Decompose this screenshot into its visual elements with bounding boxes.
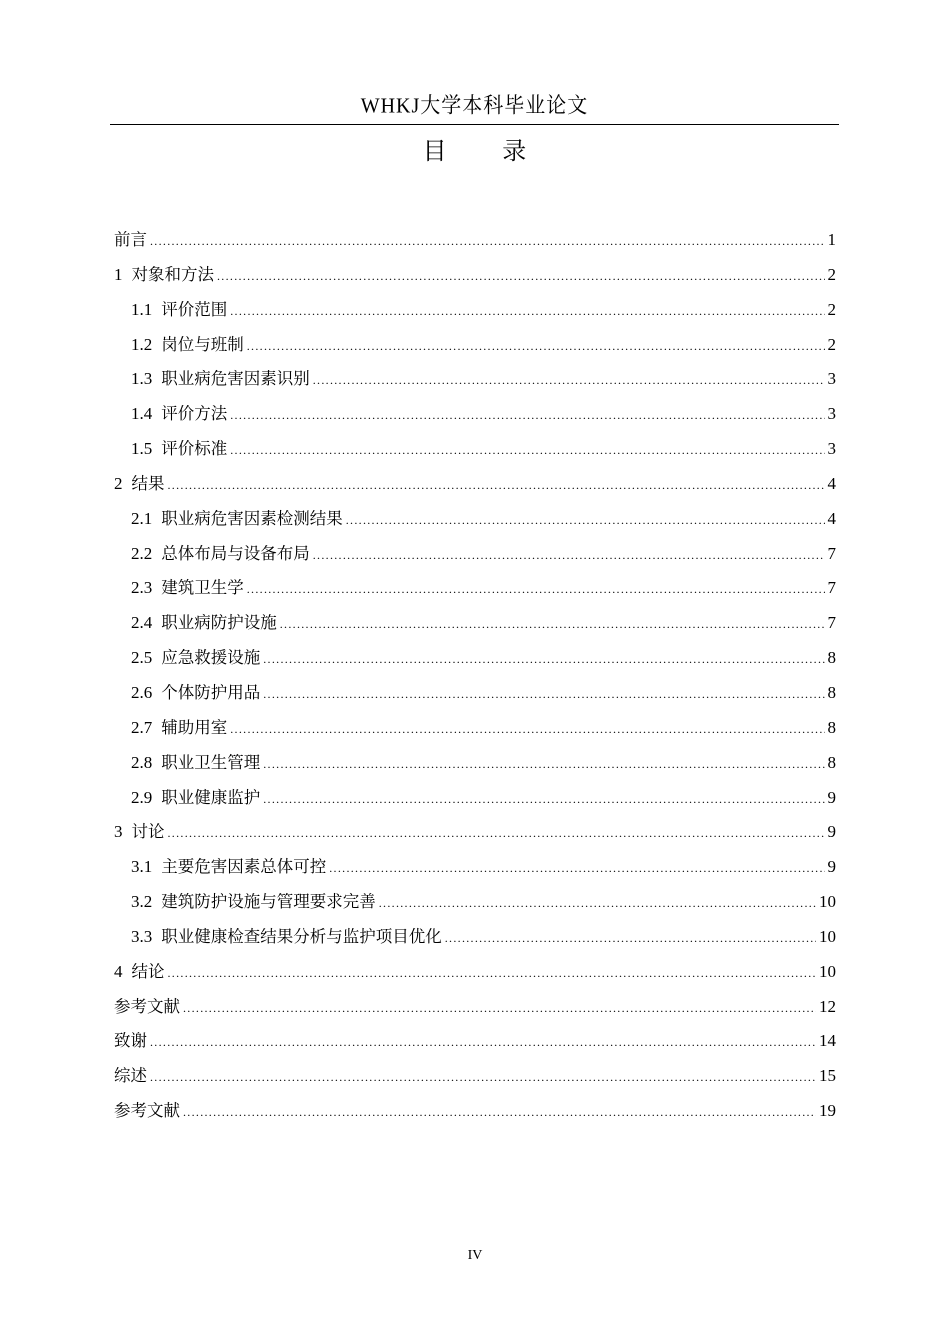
- toc-entry[interactable]: [114, 328, 836, 363]
- toc-entry[interactable]: [114, 815, 836, 850]
- toc-dot-leader: [230, 398, 824, 433]
- toc-entry-label: 岗位与班制: [161, 334, 244, 354]
- toc-entry[interactable]: [114, 641, 836, 676]
- toc-dot-leader: [379, 886, 816, 921]
- toc-entry[interactable]: [114, 362, 836, 397]
- running-header: [110, 92, 839, 125]
- toc-entry-page: 3: [827, 404, 836, 424]
- toc-entry-label: 参考文献: [114, 996, 180, 1016]
- toc-dot-leader: [263, 782, 824, 817]
- toc-entry-label: 对象和方法: [131, 264, 214, 284]
- toc-entry-number: 1.4: [131, 404, 153, 424]
- toc-dot-leader: [150, 1025, 816, 1060]
- toc-entry-page: 12: [819, 996, 836, 1016]
- toc-dot-leader: [263, 642, 824, 677]
- toc-entry-label: 辅助用室: [161, 717, 228, 737]
- toc-dot-leader: [168, 816, 825, 851]
- toc-entry[interactable]: [114, 537, 836, 572]
- toc-entry-page: 15: [819, 1066, 836, 1086]
- toc-dot-leader: [230, 294, 824, 329]
- toc-entry-label: 前言: [114, 230, 147, 249]
- toc-entry-page: 2: [827, 299, 836, 319]
- toc-entry[interactable]: [114, 502, 836, 537]
- toc-entry-label: 评价标准: [161, 439, 228, 459]
- toc-dot-leader: [313, 538, 825, 573]
- toc-entry[interactable]: [114, 850, 836, 885]
- toc-entry-label: 致谢: [114, 1031, 147, 1051]
- toc-entry-page: 9: [827, 857, 836, 877]
- toc-entry-label: 评价范围: [161, 299, 228, 319]
- toc-dot-leader: [247, 329, 825, 364]
- toc-dot-leader: [183, 991, 816, 1026]
- toc-entry[interactable]: [114, 990, 836, 1025]
- toc-entry-number: 1: [114, 264, 123, 284]
- toc-entry[interactable]: [114, 258, 836, 293]
- toc-dot-leader: [247, 572, 825, 607]
- toc-dot-leader: [313, 363, 825, 398]
- toc-entry-page: 8: [827, 648, 836, 668]
- toc-entry[interactable]: [114, 711, 836, 746]
- toc-entry-page: 7: [827, 613, 836, 633]
- toc-entry-page: 8: [827, 717, 836, 737]
- toc-entry-page: 3: [827, 369, 836, 389]
- toc-entry-page: 9: [827, 822, 836, 842]
- toc-dot-leader: [150, 1060, 816, 1095]
- toc-entry-number: 2.7: [131, 717, 153, 737]
- toc-entry[interactable]: [114, 606, 836, 641]
- toc-entry-page: 4: [827, 508, 836, 528]
- toc-entry-page: 4: [827, 473, 836, 493]
- toc-entry-page: 10: [819, 926, 836, 946]
- toc-dot-leader: [230, 433, 824, 468]
- toc-entry-number: 2.1: [131, 508, 153, 528]
- toc-entry-label: 建筑卫生学: [161, 578, 244, 598]
- toc-dot-leader: [329, 851, 824, 886]
- toc-entry-number: 3: [114, 822, 123, 842]
- toc-entry-label: 职业病危害因素检测结果: [161, 508, 343, 528]
- page-number: IV: [467, 1248, 483, 1263]
- toc-entry-number: 3.2: [131, 892, 153, 912]
- toc-dot-leader: [346, 503, 825, 538]
- toc-entry-label: 参考文献: [114, 1101, 180, 1121]
- toc-dot-leader: [445, 921, 816, 956]
- toc-entry[interactable]: [114, 293, 836, 328]
- toc-entry[interactable]: [114, 920, 836, 955]
- toc-entry-page: 14: [819, 1031, 836, 1051]
- toc-entry[interactable]: [114, 467, 836, 502]
- toc-dot-leader: [168, 956, 817, 991]
- toc-entry-number: 3.1: [131, 857, 153, 877]
- toc-dot-leader: [150, 224, 825, 259]
- toc-entry-number: 2.9: [131, 787, 153, 807]
- toc-entry-label: 个体防护用品: [161, 682, 261, 702]
- toc-entry-label: 综述: [114, 1066, 147, 1086]
- toc-entry-page: 3: [827, 439, 836, 459]
- toc-entry-page: 19: [819, 1101, 836, 1121]
- toc-entry[interactable]: [114, 223, 836, 258]
- toc-entry-label: 建筑防护设施与管理要求完善: [161, 892, 376, 912]
- toc-dot-leader: [217, 259, 825, 294]
- running-header-title: WHKJ大学本科毕业论文: [360, 94, 589, 118]
- toc-entry-page: 7: [827, 578, 836, 598]
- toc-entry-number: 1.2: [131, 334, 153, 354]
- toc-entry[interactable]: [114, 781, 836, 816]
- toc-dot-leader: [280, 607, 825, 642]
- toc-dot-leader: [183, 1095, 816, 1130]
- toc-entry-number: 1.5: [131, 439, 153, 459]
- toc-entry-number: 2.8: [131, 752, 153, 772]
- toc-entry-page: 8: [827, 752, 836, 772]
- toc-dot-leader: [230, 712, 824, 747]
- toc-entry[interactable]: [114, 1024, 836, 1059]
- toc-entry[interactable]: [114, 885, 836, 920]
- toc-entry-page: 9: [827, 787, 836, 807]
- toc-entry-page: 10: [819, 892, 836, 912]
- toc-entry-page: 2: [827, 334, 836, 354]
- toc-entry[interactable]: [114, 432, 836, 467]
- toc-entry-number: 1.1: [131, 299, 153, 319]
- toc-entry[interactable]: [114, 397, 836, 432]
- toc-entry[interactable]: [114, 676, 836, 711]
- toc-entry-label: 应急救援设施: [161, 648, 261, 668]
- toc-dot-leader: [263, 677, 824, 712]
- toc-entry-number: 4: [114, 961, 123, 981]
- toc-entry-label: 职业病防护设施: [161, 613, 277, 633]
- toc-entry-label: 结果: [131, 473, 165, 493]
- toc-entry[interactable]: [114, 955, 836, 990]
- toc-entry-number: 2.2: [131, 543, 153, 563]
- toc-entry-label: 结论: [131, 961, 165, 981]
- toc-entry-label: 主要危害因素总体可控: [161, 857, 327, 877]
- toc-entry-label: 评价方法: [161, 404, 228, 424]
- toc-entry[interactable]: [114, 1059, 836, 1094]
- toc-entry-label: 总体布局与设备布局: [161, 543, 310, 563]
- page-title: 目 录: [422, 137, 551, 165]
- toc-entry-label: 职业健康监护: [161, 787, 261, 807]
- toc-dot-leader: [263, 747, 824, 782]
- toc-entry[interactable]: [114, 571, 836, 606]
- toc-entry-label: 职业卫生管理: [161, 752, 261, 772]
- toc-entry-page: 1: [827, 230, 836, 249]
- toc-entry-number: 2.4: [131, 613, 153, 633]
- toc-dot-leader: [168, 468, 825, 503]
- toc-entry-number: 3.3: [131, 926, 153, 946]
- toc-entry-page: 8: [827, 682, 836, 702]
- toc-entry-page: 10: [819, 961, 836, 981]
- toc-entry-number: 1.3: [131, 369, 153, 389]
- toc-entry[interactable]: [114, 746, 836, 781]
- toc-entry-page: 2: [827, 264, 836, 284]
- toc-entry[interactable]: [114, 1094, 836, 1129]
- table-of-contents: [114, 223, 836, 1129]
- toc-entry-number: 2.3: [131, 578, 153, 598]
- toc-entry-label: 职业病危害因素识别: [161, 369, 310, 389]
- toc-entry-number: 2.5: [131, 648, 153, 668]
- toc-entry-label: 讨论: [131, 822, 165, 842]
- toc-entry-number: 2: [114, 473, 123, 493]
- toc-entry-page: 7: [827, 543, 836, 563]
- toc-entry-number: 2.6: [131, 682, 153, 702]
- toc-entry-label: 职业健康检查结果分析与监护项目优化: [161, 926, 442, 946]
